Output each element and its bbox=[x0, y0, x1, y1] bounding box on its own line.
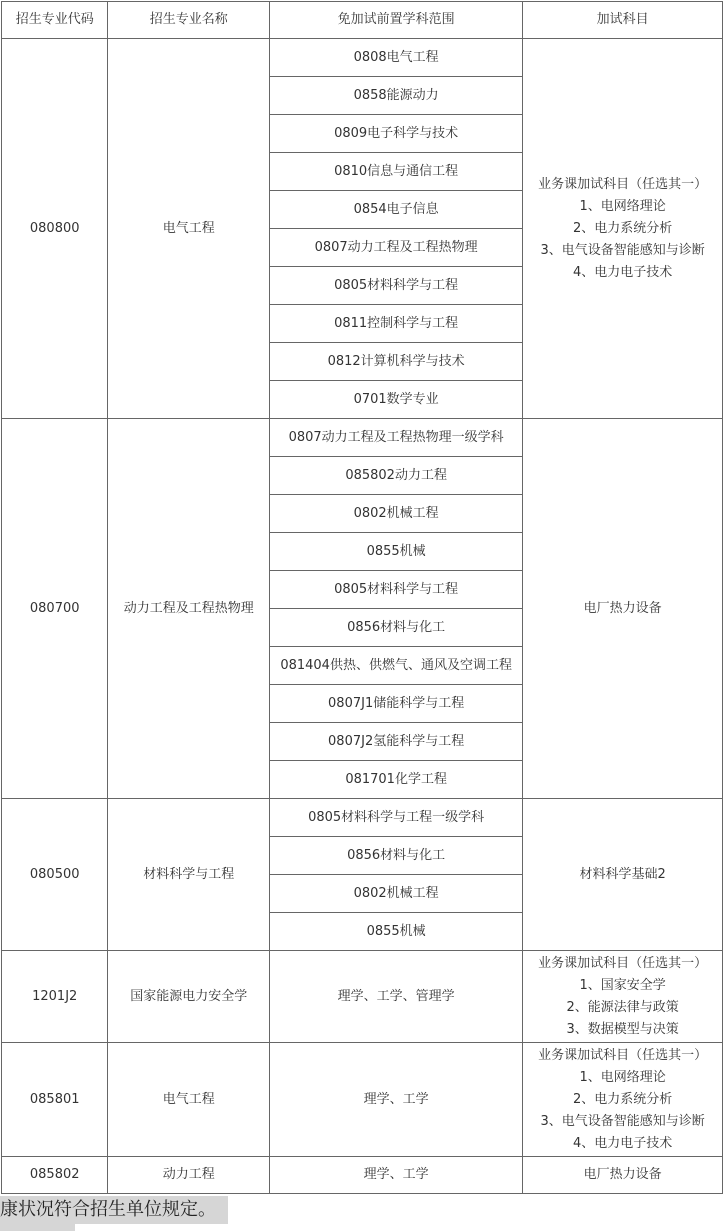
prerequisite-subject: 0802机械工程 bbox=[270, 495, 523, 533]
prerequisite-subject: 0855机械 bbox=[270, 533, 523, 571]
exam-subjects bbox=[523, 951, 723, 1043]
exam-subjects-line: 业务课加试科目（任选其一） bbox=[538, 1047, 708, 1063]
table-row bbox=[2, 1157, 723, 1194]
exam-subjects-line: 4、电力电子技术 bbox=[572, 264, 673, 280]
exam-subjects-line: 3、电气设备智能感知与诊断 bbox=[540, 242, 705, 258]
table-row bbox=[2, 1043, 723, 1157]
prerequisite-subject: 0811控制科学与工程 bbox=[270, 305, 523, 343]
major-code: 080700 bbox=[2, 419, 108, 799]
header-exam: 加试科目 bbox=[523, 2, 723, 39]
exam-subjects-line: 电厂热力设备 bbox=[583, 600, 662, 616]
major-code: 1201J2 bbox=[2, 951, 108, 1043]
exam-subjects-line: 2、能源法律与政策 bbox=[566, 999, 679, 1015]
prerequisite-subject: 0856材料与化工 bbox=[270, 837, 523, 875]
exam-subjects-line: 4、电力电子技术 bbox=[572, 1135, 673, 1151]
major-code: 080800 bbox=[2, 39, 108, 419]
prerequisite-subject: 081404供热、供燃气、通风及空调工程 bbox=[270, 647, 523, 685]
exam-subjects-line: 业务课加试科目（任选其一） bbox=[538, 955, 708, 971]
prerequisite-subject: 0808电气工程 bbox=[270, 39, 523, 77]
major-code: 085802 bbox=[2, 1157, 108, 1194]
prerequisite-scope: 理学、工学、管理学 bbox=[270, 951, 523, 1043]
table-row bbox=[2, 799, 723, 837]
table-row bbox=[2, 419, 723, 457]
prerequisite-subject: 085802动力工程 bbox=[270, 457, 523, 495]
admission-table bbox=[1, 1, 723, 1194]
exam-subjects-line: 2、电力系统分析 bbox=[572, 1091, 673, 1107]
prerequisite-subject: 0805材料科学与工程 bbox=[270, 571, 523, 609]
exam-subjects-line: 业务课加试科目（任选其一） bbox=[538, 176, 708, 192]
prerequisite-subject: 0855机械 bbox=[270, 913, 523, 951]
exam-subjects bbox=[523, 1043, 723, 1157]
prerequisite-subject: 0856材料与化工 bbox=[270, 609, 523, 647]
prerequisite-subject: 0854电子信息 bbox=[270, 191, 523, 229]
exam-subjects bbox=[523, 419, 723, 799]
exam-subjects bbox=[523, 1157, 723, 1194]
major-name: 电气工程 bbox=[108, 39, 270, 419]
exam-subjects-line: 材料科学基础2 bbox=[579, 866, 666, 882]
prerequisite-subject: 0807动力工程及工程热物理一级学科 bbox=[270, 419, 523, 457]
major-name: 材料科学与工程 bbox=[108, 799, 270, 951]
exam-subjects-line: 3、数据模型与决策 bbox=[566, 1021, 679, 1037]
major-code: 080500 bbox=[2, 799, 108, 951]
exam-subjects-line: 2、电力系统分析 bbox=[572, 220, 673, 236]
prerequisite-subject: 0802机械工程 bbox=[270, 875, 523, 913]
prerequisite-subject: 0807J1储能科学与工程 bbox=[270, 685, 523, 723]
exam-subjects-line: 电厂热力设备 bbox=[583, 1167, 662, 1182]
prerequisite-subject: 0809电子科学与技术 bbox=[270, 115, 523, 153]
prerequisite-subject: 0805材料科学与工程一级学科 bbox=[270, 799, 523, 837]
exam-subjects-line: 1、电网络理论 bbox=[579, 1069, 666, 1085]
prerequisite-scope: 理学、工学 bbox=[270, 1157, 523, 1194]
major-code: 085801 bbox=[2, 1043, 108, 1157]
header-row bbox=[2, 2, 723, 39]
header-code: 招生专业代码 bbox=[2, 2, 108, 39]
prerequisite-subject: 081701化学工程 bbox=[270, 761, 523, 799]
major-name: 国家能源电力安全学 bbox=[108, 951, 270, 1043]
prerequisite-subject: 0805材料科学与工程 bbox=[270, 267, 523, 305]
prerequisite-subject: 0807J2氢能科学与工程 bbox=[270, 723, 523, 761]
prerequisite-subject: 0810信息与通信工程 bbox=[270, 153, 523, 191]
prerequisite-subject: 0701数学专业 bbox=[270, 381, 523, 419]
exam-subjects bbox=[523, 799, 723, 951]
prerequisite-subject: 0807动力工程及工程热物理 bbox=[270, 229, 523, 267]
major-name: 动力工程 bbox=[108, 1157, 270, 1194]
prerequisite-subject: 0812计算机科学与技术 bbox=[270, 343, 523, 381]
footer-text: 康状况符合招生单位规定。 bbox=[0, 1196, 228, 1224]
header-scope: 免加试前置学科范围 bbox=[270, 2, 523, 39]
prerequisite-subject: 0858能源动力 bbox=[270, 77, 523, 115]
major-name: 电气工程 bbox=[108, 1043, 270, 1157]
major-name: 动力工程及工程热物理 bbox=[108, 419, 270, 799]
header-name: 招生专业名称 bbox=[108, 2, 270, 39]
table-row bbox=[2, 39, 723, 77]
prerequisite-scope: 理学、工学 bbox=[270, 1043, 523, 1157]
table-body bbox=[2, 39, 723, 1194]
exam-subjects-line: 1、国家安全学 bbox=[579, 977, 666, 993]
footer-highlight bbox=[0, 1224, 75, 1231]
table-row bbox=[2, 951, 723, 1043]
exam-subjects bbox=[523, 39, 723, 419]
exam-subjects-line: 3、电气设备智能感知与诊断 bbox=[540, 1113, 705, 1129]
exam-subjects-line: 1、电网络理论 bbox=[579, 198, 666, 214]
